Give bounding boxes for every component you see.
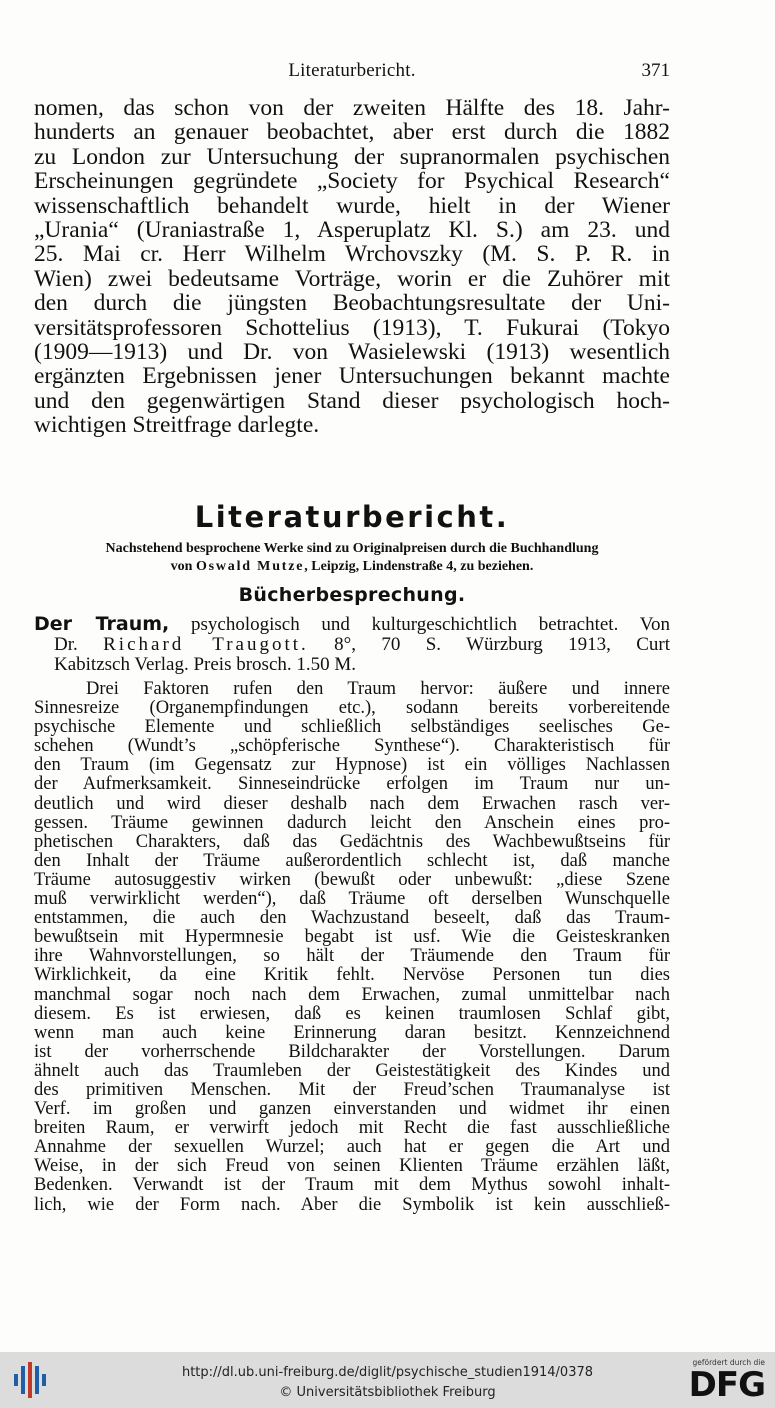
citation-line-1: psychologisch und kulturgeschichtlich betrachtet. Von [169, 614, 671, 635]
permalink-url[interactable]: http://dl.ub.uni-freiburg.de/diglit/psychische_studien1914/0378 [181, 1365, 594, 1380]
notice-publisher: Oswald Mutze [195, 558, 305, 574]
text-line: entstammen, die auch den Wachzustand beseelt, daß das Traum- [34, 908, 670, 929]
book-author: Richard Traugott. [103, 634, 309, 655]
text-line: ergänzten Ergebnissen jener Untersuchungen bekannt machte [34, 363, 670, 390]
text-line: Träume autosuggestiv wirken (bewußt oder unbewußt: „diese Szene [34, 869, 670, 890]
text-line: Wirklichkeit, da eine Kritik fehlt. Nervöse Personen tun dies [34, 965, 670, 986]
notice-line-2-post: , Leipzig, Lindenstraße 4, zu beziehen. [304, 558, 534, 574]
book-title: Der Traum, [34, 613, 170, 635]
text-line: Weise, in der sich Freud von seinen Klienten Träume erzählen läßt, [34, 1156, 670, 1177]
text-line: versitätsprofessoren Schottelius (1913), T. Fukurai (Tokyo [34, 314, 670, 341]
text-line: ist der vorherrschende Bildcharakter der Vorstellungen. Darum [34, 1041, 670, 1062]
paragraph-continued [34, 96, 670, 438]
text-line: Erscheinungen gegründete „Society for Psychical Research“ [34, 168, 670, 195]
running-title: Literaturbericht. [288, 60, 416, 81]
text-line: ihre Wahnvorstellungen, so hält der Träumende den Traum für [34, 946, 670, 967]
copyright-notice: © Universitätsbibliothek Freiburg [279, 1385, 496, 1400]
section-heading: Literaturbericht. [194, 500, 510, 534]
text-line: breiten Raum, er verwirft jedoch mit Recht die fast ausschließliche [34, 1118, 670, 1139]
text-line: Drei Faktoren rufen den Traum hervor: äußere und innere [86, 679, 670, 699]
review-body [34, 680, 670, 1215]
text-line: 25. Mai cr. Herr Wilhelm Wrchovszky (M. S. P. R. in [34, 241, 670, 268]
bookshop-notice [34, 540, 670, 575]
text-line: „Urania“ (Uraniastraße 1, Asperuplatz Kl. S.) am 23. und [34, 217, 670, 244]
text-line: wichtigen Streitfrage darlegte. [34, 412, 320, 439]
text-line: nomen, das schon von der zweiten Hälfte des 18. Jahr- [34, 95, 670, 121]
text-line: gessen. Träume gewinnen dadurch leicht den Anschein eines pro- [34, 812, 670, 833]
citation-line-2-post: 8°, 70 S. Würzburg 1913, Curt [308, 634, 671, 655]
text-line: manchmal sogar noch nach dem Erwachen, zumal unmittelbar nach [34, 984, 670, 1005]
citation-line-2-pre: Dr. [54, 634, 104, 655]
text-line: Sinnesreize (Organempfindungen etc.), sodann bereits vorbereitende [34, 698, 670, 719]
running-head [34, 60, 670, 90]
text-line: psychische Elemente und schließlich selbständiges seelisches Ge- [34, 717, 670, 738]
text-line: Wien) zwei bedeutsame Vorträge, worin er die Zuhörer mit [34, 265, 670, 292]
text-line: wissenschaftlich behandelt wurde, hielt in der Wiener [34, 192, 670, 219]
text-line: (1909—1913) und Dr. von Wasielewski (1913) wesentlich [34, 339, 670, 366]
text-line: Verf. im großen und ganzen einverstanden und widmet ihr einen [34, 1099, 670, 1120]
text-line: den Inhalt der Träume außerordentlich schlecht ist, daß manche [34, 850, 670, 871]
text-line: phetischen Charakters, daß das Gedächtnis des Wachbewußtseins für [34, 831, 670, 852]
text-line: wenn man auch keine Erinnerung daran besitzt. Kennzeichnend [34, 1022, 670, 1043]
citation-line-3: Kabitzsch Verlag. Preis brosch. 1.50 M. [54, 654, 357, 675]
text-line: muß verwirklicht werden“), daß Träume oft derselben Wunschquelle [34, 889, 670, 910]
text-line: Annahme der sexuellen Wurzel; auch hat er gegen die Art und [34, 1137, 670, 1158]
text-line: bewußtsein mit Hypermnesie begabt ist usf. Wie die Geisteskranken [34, 927, 670, 948]
text-line: zu London zur Untersuchung der supranormalen psychischen [34, 143, 670, 170]
text-line: der Aufmerksamkeit. Sinneseindrücke erfolgen im Traum nur un- [34, 774, 670, 795]
text-line: deutlich und wird dieser deshalb nach dem Erwachen rasch ver- [34, 793, 670, 814]
viewer-footer [0, 1352, 775, 1408]
dfg-funding-note: gefördert durch die [692, 1358, 765, 1367]
text-line: den durch die jüngsten Beobachtungsresultate der Uni- [34, 290, 670, 317]
page-number: 371 [641, 60, 670, 81]
text-line: Bedenken. Verwandt ist der Traum mit dem Mythus sowohl inhalt- [34, 1175, 670, 1196]
review-subheading: Bücherbesprechung. [238, 584, 466, 606]
text-line: des primitiven Menschen. Mit der Freud’schen Traumanalyse ist [34, 1079, 670, 1100]
text-line: den Traum (im Gegensatz zur Hypnose) ist ein völliges Nachlassen [34, 755, 670, 776]
text-line: ähnelt auch das Traumleben der Geistestätigkeit des Kindes und [34, 1060, 670, 1081]
text-line: und den gegenwärtigen Stand dieser psychologisch hoch- [34, 387, 670, 414]
dfg-logo[interactable]: DFG [688, 1365, 765, 1405]
text-line: schehen (Wundt’s „schöpferische Synthese“). Charakteristisch für [34, 736, 670, 757]
book-citation [34, 614, 670, 675]
text-line: diesem. Es ist erwiesen, daß es keinen traumlosen Schlaf gibt, [34, 1003, 670, 1024]
text-line: lich, wie der Form nach. Aber die Symbolik ist kein ausschließ- [34, 1194, 670, 1215]
notice-line-1: Nachstehend besprochene Werke sind zu Originalpreisen durch die Buchhandlung [105, 541, 599, 556]
text-line: hunderts an genauer beobachtet, aber erst durch die 1882 [34, 119, 670, 146]
notice-line-2-pre: von [170, 558, 193, 574]
